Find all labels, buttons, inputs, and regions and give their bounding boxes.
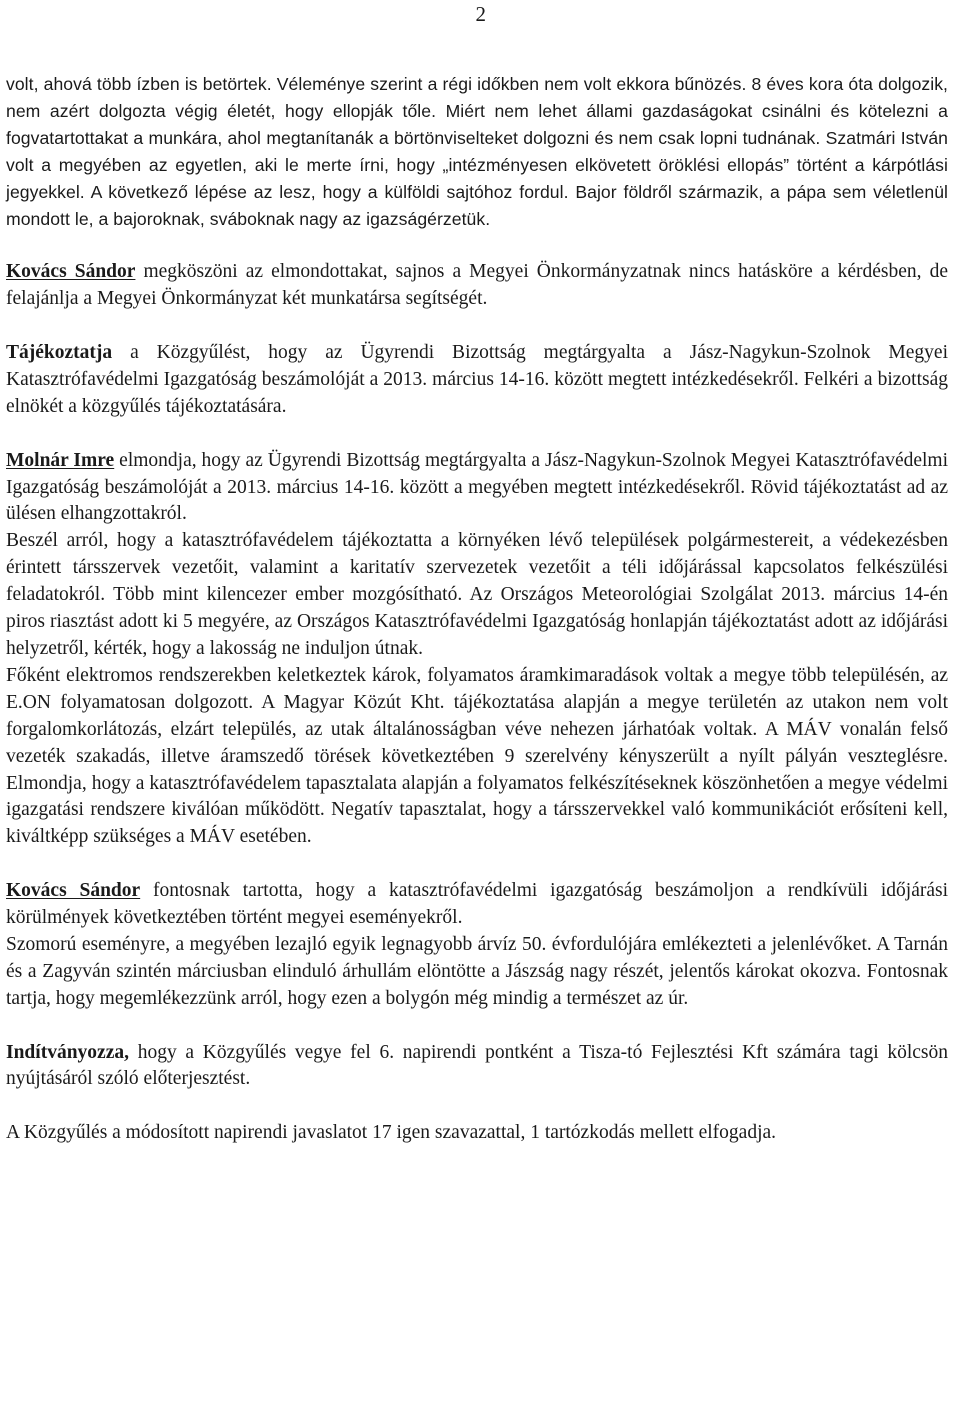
statement-text: a Közgyűlést, hogy az Ügyrendi Bizottság megtárgyalta a Jász-Nagykun-Szolnok Megyei Katasztrófavédelmi Igazgatóság beszámolóját a 2013. március 14-16. között megtett intézkedésekről. Felkéri a bizottság elnökét a közgyűlés tájékoztatására. bbox=[6, 342, 948, 417]
document-body bbox=[6, 71, 948, 1147]
paragraph-spacer bbox=[6, 851, 948, 878]
intro-paragraph: volt, ahová több ízben is betörtek. Véleménye szerint a régi időkben nem volt ekkora bűnözés. 8 éves kora óta dolgozik, nem azért dolgozta végig életét, hogy ellopják tőle. Miért nem lehet állami gazdaságokat csinálni és kötelezni a fogvatartottakat a munkára, ahol megtanítanák a börtönviselteket dolgozni és nem csak lopni tudnának. Szatmári István volt a megyében az egyetlen, aki le merte írni, hogy „intézményesen elkövetett öröklési ellopás” történt a kárpótlási jegyekkel. A következő lépése az lesz, hogy a külföldi sajtóhoz fordul. Bajor földről származik, a pápa sem véletlenül mondott le, a bajoroknak, sváboknak nagy az igazságérzetük. bbox=[6, 74, 948, 229]
inditvany-paragraph bbox=[6, 1040, 948, 1094]
molnar-paragraph-2: Beszél arról, hogy a katasztrófavédelem tájékoztatta a környéken lévő települések polgármestereit, a védekezésben érintett társszervek vezetőit, valamint a karitatív szervezetek vezetőit a téli időjárással kapcsolatos felkészülési feladatokról. Több mint kilencezer ember mozgósítható. Az Országos Meteorológiai Szolgálat 2013. március 14-én piros riasztást adott ki 5 megyére, az Országos Katasztrófavédelmi Igazgatóság honlapján tájékoztatást adott az időjárási helyzetről, kérték, hogy a lakosság ne induljon útnak. bbox=[6, 530, 948, 659]
vote-result: A Közgyűlés a módosított napirendi javaslatot 17 igen szavazattal, 1 tartózkodás mellett elfogadja. bbox=[6, 1122, 777, 1144]
paragraph-spacer bbox=[6, 1013, 948, 1040]
kovacs-statement-2 bbox=[6, 878, 948, 932]
lead-word: Indítványozza, bbox=[6, 1041, 129, 1063]
speaker-name: Kovács Sándor bbox=[6, 880, 141, 902]
paragraph-spacer bbox=[6, 1093, 948, 1120]
paragraph-spacer bbox=[6, 421, 948, 448]
statement-text: elmondja, hogy az Ügyrendi Bizottság megtárgyalta a Jász-Nagykun-Szolnok Megyei Katasztrófavédelmi Igazgatóság beszámolóját a 2013. március 14-16. között a megyében megtett intézkedésekről. Rövid tájékoztatást ad az ülésen elhangzottakról. bbox=[6, 449, 949, 525]
statement-text: hogy a Közgyűlés vegye fel 6. napirendi pontként a Tisza-tó Fejlesztési Kft számára tagi kölcsön nyújtásáról szóló előterjesztést. bbox=[6, 1041, 948, 1090]
paragraph-spacer bbox=[6, 232, 948, 259]
molnar-paragraph-3: Főként elektromos rendszerekben keletkeztek károk, folyamatos áramkimaradások voltak a megye több településén, az E.ON folyamatosan dolgozott. A Magyar Közút Kht. tájékoztatása alapján a megye területén az utakon nem volt forgalomkorlátozás, elzárt település, az utak általánosságban véve nehezen járhatóak voltak. A MÁV vonalán felső vezeték szakadás, illetve áramszedő törések következtében 9 szerelvény kényszerült a nyílt pályán veszteglésre. Elmondja, hogy a katasztrófavédelem tapasztalata alapján a folyamatos felkészítéseknek köszönhetően a megye védelmi igazgatási rendszere kiválóan működött. Negatív tapasztalat, hogy a társszervekkel való kommunikációt erősíteni kell, kiváltképp szükséges a MÁV esetében. bbox=[6, 664, 948, 848]
paragraph-spacer bbox=[6, 313, 948, 340]
speaker-name: Molnár Imre bbox=[6, 449, 115, 471]
kovacs-paragraph-2: Szomorú eseményre, a megyében lezajló egyik legnagyobb árvíz 50. évfordulójára emlékezteti a jelenlévőket. A Tarnán és a Zagyván szintén márciusban elinduló árhullám elöntötte a Jászság nagy részét, jelentős károkat okozva. Fontosnak tartja, hogy megemlékezzünk arról, hogy ezen a bolygón még mindig a természet az úr. bbox=[6, 933, 948, 1009]
tajekoztatja-paragraph bbox=[6, 340, 948, 421]
statement-text: fontosnak tartotta, hogy a katasztrófavédelmi igazgatóság beszámoljon a rendkívüli időjárási körülmények következtében történt megyei eseményekről. bbox=[6, 880, 948, 929]
kovacs-statement-1 bbox=[6, 259, 948, 313]
lead-word: Tájékoztatja bbox=[6, 342, 113, 364]
molnar-statement bbox=[6, 448, 948, 529]
statement-text: megköszöni az elmondottakat, sajnos a Megyei Önkormányzatnak nincs hatásköre a kérdésben, de felajánlja a Megyei Önkormányzat két munkatársa segítségét. bbox=[6, 261, 948, 310]
page-number: 2 bbox=[475, 2, 486, 26]
speaker-name: Kovács Sándor bbox=[6, 261, 136, 283]
